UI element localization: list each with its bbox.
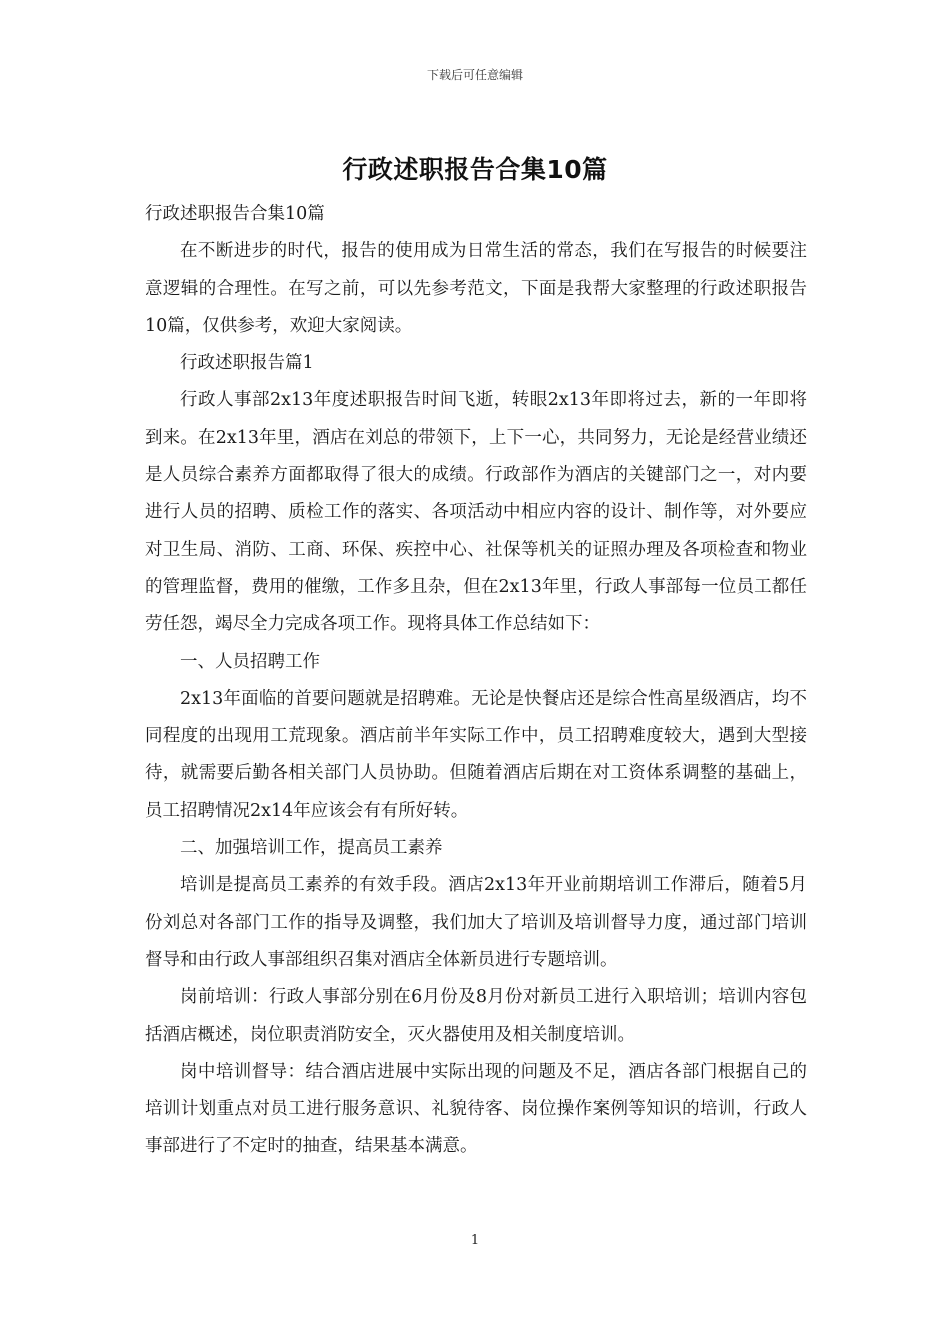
document-title: 行政述职报告合集10篇: [342, 155, 608, 184]
section-heading-report-1: 行政述职报告篇1: [180, 353, 314, 374]
page-number: 1: [470, 1233, 480, 1248]
document-body: [145, 196, 807, 1166]
training-paragraph: 培训是提高员工素养的有效手段。酒店2x13年开业前期培训工作滞后，随着5月份刘总对各部门工作的指导及调整，我们加大了培训及培训督导力度，通过部门培训督导和由行政人事部组织召集对酒店全体新员进行专题培训。: [145, 875, 807, 970]
recruitment-paragraph: 2x13年面临的首要问题就是招聘难。无论是快餐店还是综合性高星级酒店，均不同程度的出现用工荒现象。酒店前半年实际工作中，员工招聘难度较大，遇到大型接待，就需要后勤各相关部门人员协助。但随着酒店后期在对工资体系调整的基础上，员工招聘情况2x14年应该会有有所好转。: [145, 688, 807, 821]
intro-paragraph: 在不断进步的时代，报告的使用成为日常生活的常态，我们在写报告的时候要注意逻辑的合理性。在写之前，可以先参考范文，下面是我帮大家整理的行政述职报告10篇，仅供参考，欢迎大家阅读。: [145, 241, 807, 336]
page-header-note: 下载后可任意编辑: [426, 68, 523, 82]
pre-job-training-paragraph: 岗前培训：行政人事部分别在6月份及8月份对新员工进行入职培训；培训内容包括酒店概述，岗位职责消防安全，灭火器使用及相关制度培训。: [145, 987, 807, 1045]
report-1-paragraph: 行政人事部2x13年度述职报告时间飞逝，转眼2x13年即将过去，新的一年即将到来。在2x13年里，酒店在刘总的带领下，上下一心，共同努力，无论是经营业绩还是人员综合素养方面都取得了很大的成绩。行政部作为酒店的关键部门之一，对内要进行人员的招聘、质检工作的落实、各项活动中相应内容的设计、制作等，对外要应对卫生局、消防、工商、环保、疾控中心、社保等机关的证照办理及各项检查和物业的管理监督，费用的催缴，工作多且杂，但在2x13年里，行政人事部每一位员工都任劳任怨，竭尽全力完成各项工作。现将具体工作总结如下：: [145, 390, 807, 635]
on-job-training-paragraph: 岗中培训督导：结合酒店进展中实际出现的问题及不足，酒店各部门根据自己的培训计划重点对员工进行服务意识、礼貌待客、岗位操作案例等知识的培训，行政人事部进行了不定时的抽查，结果基本满意。: [145, 1061, 807, 1157]
document-subtitle: 行政述职报告合集10篇: [145, 204, 325, 224]
section-heading-recruitment: 一、人员招聘工作: [180, 651, 320, 672]
section-heading-training: 二、加强培训工作，提高员工素养: [180, 838, 443, 859]
